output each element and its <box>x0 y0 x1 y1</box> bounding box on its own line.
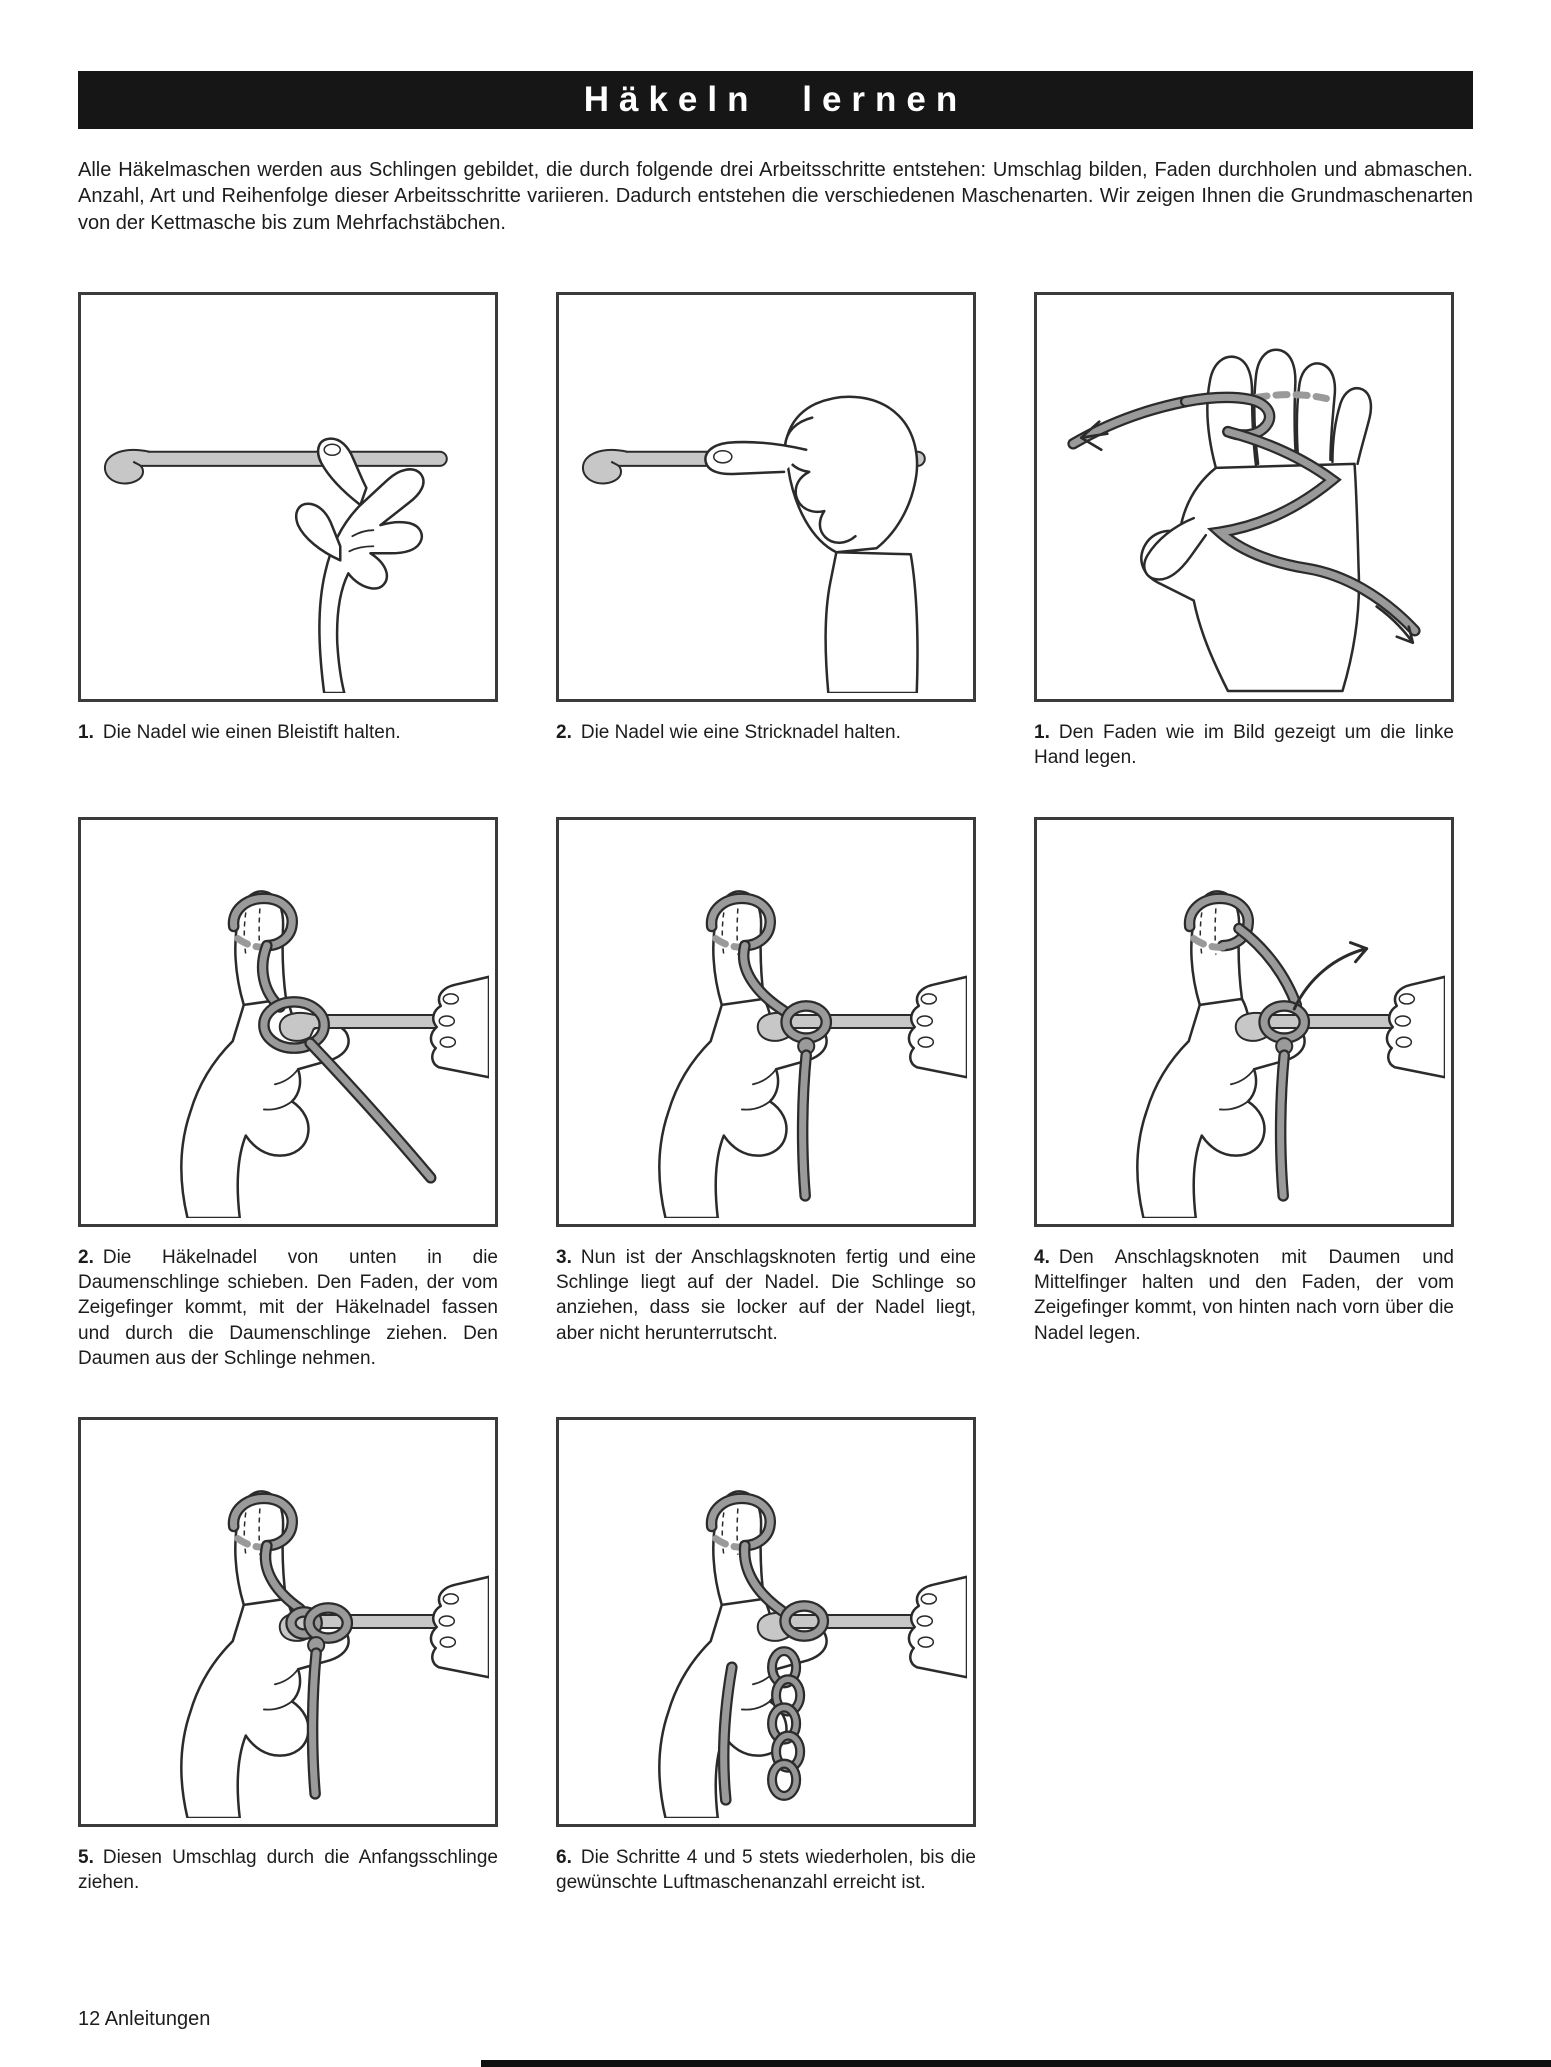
step-text: Nun ist der Anschlagsknoten fertig und eine Schlinge liegt auf der Nadel. Die Schlinge so anziehen, dass sie locker auf der Nadel liegt, aber nicht herunterrutscht. <box>556 1246 976 1344</box>
page-bottom-edge <box>481 2060 1551 2067</box>
right-hand-fingertips <box>431 1577 489 1678</box>
step-number: 4. <box>1034 1246 1050 1268</box>
yarn-around-left-hand-illustration <box>1043 301 1445 693</box>
step-number: 6. <box>556 1847 572 1869</box>
step-text: Diesen Umschlag durch die Anfangsschlinge ziehen. <box>78 1847 498 1894</box>
instruction-panel <box>556 292 976 745</box>
instruction-panel <box>78 292 498 745</box>
right-hand <box>296 439 423 693</box>
panel-frame <box>1034 817 1454 1227</box>
step-text: Den Anschlagsknoten mit Daumen und Mittelfinger halten und den Faden, der vom Zeigefinger kommt, von hinten nach vorn über die Nadel legen. <box>1034 1246 1454 1344</box>
panel-caption <box>556 1245 976 1346</box>
right-hand <box>705 397 917 553</box>
instruction-panel <box>556 817 976 1346</box>
step-number: 2. <box>556 722 572 744</box>
step-text: Die Schritte 4 und 5 stets wiederholen, bis die gewünschte Luftmaschenanzahl erreicht ist. <box>556 1847 976 1894</box>
panel-frame <box>78 817 498 1227</box>
step-number: 2. <box>78 1246 94 1268</box>
panel-caption <box>556 1845 976 1896</box>
pencil-grip-illustration <box>87 301 489 693</box>
step-text: Die Häkelnadel von unten in die Daumenschlinge schieben. Den Faden, der vom Zeigefinger kommt, mit der Häkelnadel fassen und durch die Daumenschlinge ziehen. Den Daumen aus der Schlinge nehmen. <box>78 1246 498 1369</box>
page-footer: 12 Anleitungen <box>78 2008 211 2030</box>
step-text: Die Nadel wie eine Stricknadel halten. <box>580 722 901 744</box>
intro-paragraph: Alle Häkelmaschen werden aus Schlingen gebildet, die durch folgende drei Arbeitsschritte entstehen: Umschlag bilden, Faden durchholen und abmaschen. Anzahl, Art und Reihenfolge dieser Arbeitsschritte variieren. Dadurch entstehen die verschiedenen Maschenarten. Wir zeigen Ihnen die Grundmaschenarten von der Kettmasche bis zum Mehrfachstäbchen. <box>78 159 1473 234</box>
step-number: 3. <box>556 1246 572 1268</box>
panel-frame <box>78 292 498 702</box>
panel-caption <box>78 1245 498 1371</box>
instruction-panel <box>78 817 498 1371</box>
instruction-panel <box>78 1417 498 1896</box>
step-text: Die Nadel wie einen Bleistift halten. <box>102 722 401 744</box>
panel-frame <box>556 817 976 1227</box>
step-number: 5. <box>78 1847 94 1869</box>
step-number: 1. <box>78 722 94 744</box>
slip-knot-on-hook-illustration <box>565 826 967 1218</box>
step-number: 1. <box>1034 722 1050 744</box>
step-text: Den Faden wie im Bild gezeigt um die linke Hand legen. <box>1034 722 1454 769</box>
hook-through-thumb-loop-illustration <box>87 826 489 1218</box>
right-hand-fingertips <box>909 976 967 1077</box>
panel-caption <box>78 720 498 745</box>
panel-caption <box>1034 720 1454 771</box>
right-hand-fingertips <box>1387 976 1445 1077</box>
instruction-panel <box>556 1417 976 1896</box>
knife-grip-illustration <box>565 301 967 693</box>
instruction-grid <box>78 292 1473 1895</box>
yarn-over-needle-illustration <box>1043 826 1445 1218</box>
panel-caption <box>1034 1245 1454 1346</box>
panel-caption <box>78 1845 498 1896</box>
right-forearm <box>826 552 918 693</box>
instruction-panel <box>1034 817 1454 1346</box>
panel-frame <box>556 1417 976 1827</box>
panel-caption <box>556 720 976 745</box>
chain-stitches-illustration <box>565 1426 967 1818</box>
page-header <box>78 71 1473 129</box>
right-hand-fingertips <box>909 1577 967 1678</box>
instruction-panel <box>1034 292 1454 771</box>
pull-through-loop-illustration <box>87 1426 489 1818</box>
right-hand-fingertips <box>431 976 489 1077</box>
panel-frame <box>556 292 976 702</box>
panel-frame <box>1034 292 1454 702</box>
panel-frame <box>78 1417 498 1827</box>
yarn-over-arrow <box>1294 942 1366 1008</box>
page-title: Häkeln lernen <box>583 80 968 119</box>
